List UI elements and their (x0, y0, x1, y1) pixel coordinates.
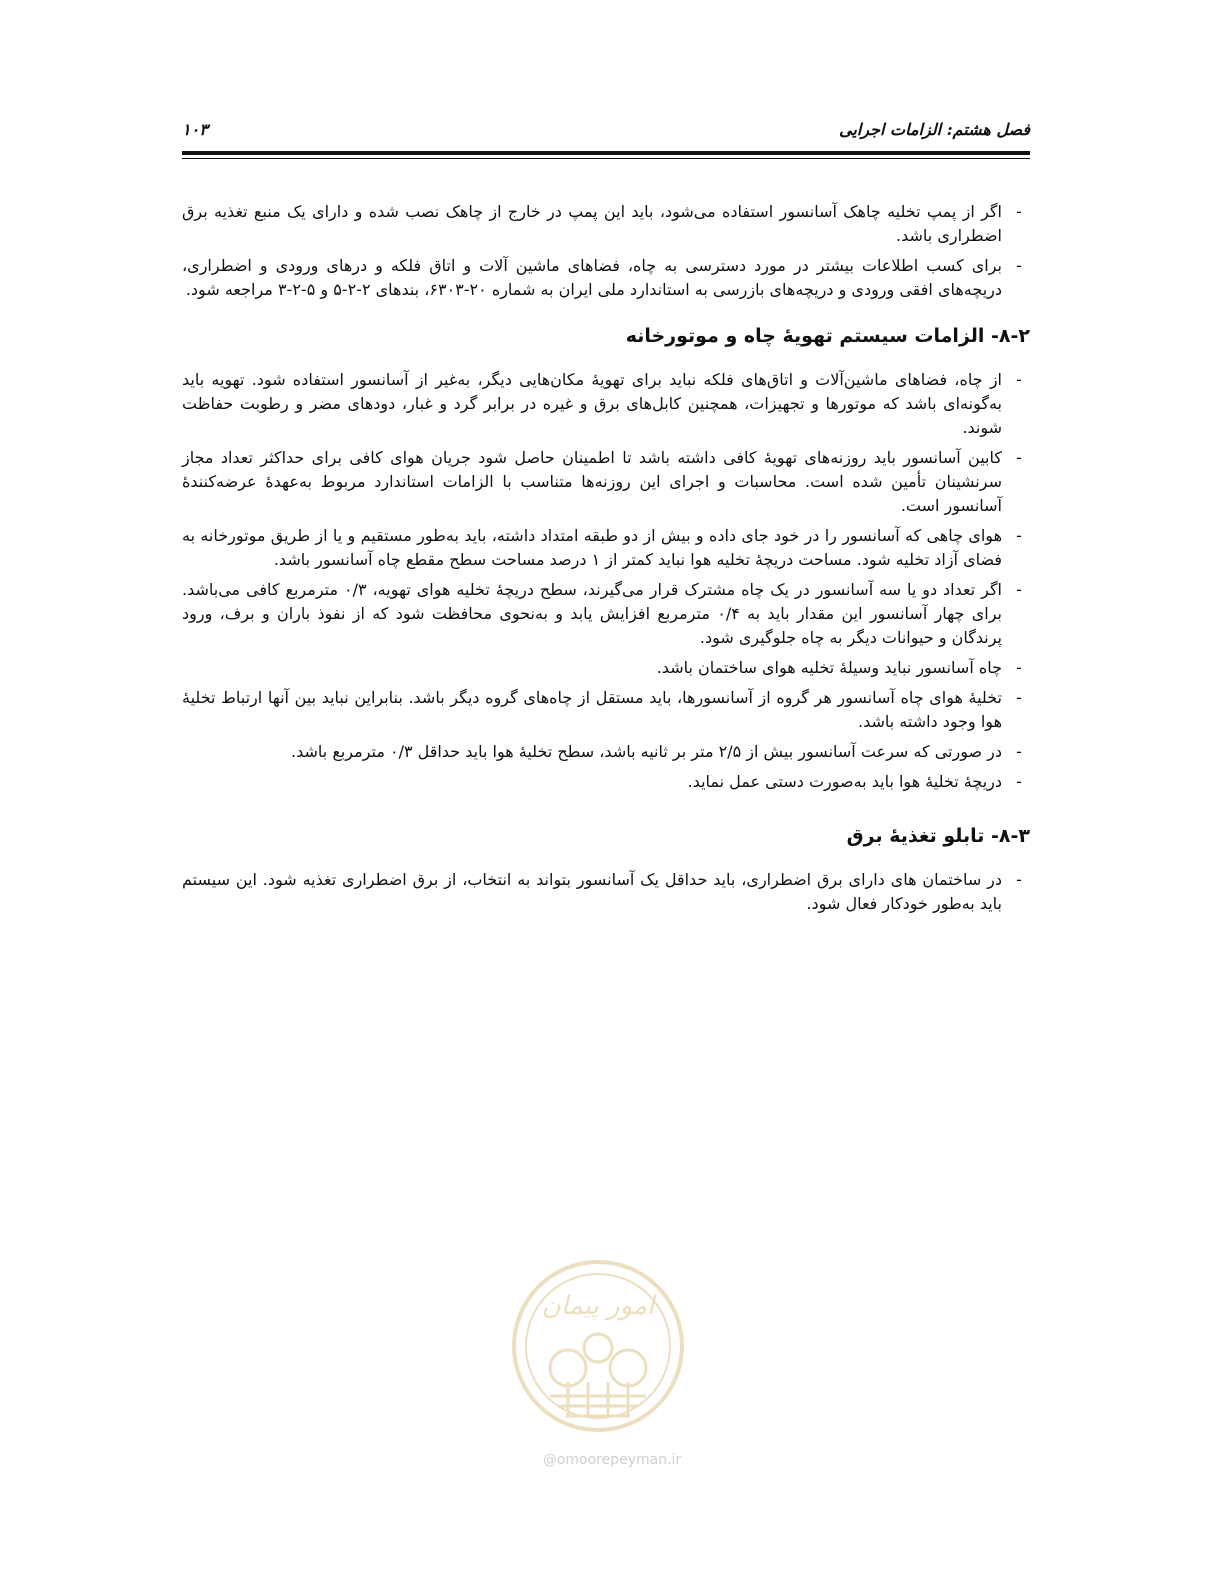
list-item-text: از چاه، فضاهای ماشین‌آلات و اتاق‌های فلکه نباید برای تهویهٔ مکان‌هایی دیگر، به‌غیر از آسانسور استفاده شود. تهویه باید به‌گونه‌ای باشد که موتورها و تجهیزات، همچنین کابل‌های برق و غیره در برابر گرد و غبار، دودهای مضر و رطوبت حفاظت شوند. (182, 370, 1002, 437)
list-item (182, 770, 1030, 794)
list-item-text: در ساختمان های دارای برق اضطراری، باید حداقل یک آسانسور بتواند به انتخاب، از برق اضطراری تغذیه شود. این سیستم باید به‌طور خودکار فعال شود. (182, 870, 1002, 913)
bullet-dash: - (1016, 870, 1022, 889)
page-content (182, 200, 1030, 922)
intro-list (182, 200, 1030, 302)
ventilation-list (182, 368, 1030, 794)
bullet-dash: - (1016, 772, 1022, 791)
bullet-dash: - (1016, 526, 1022, 545)
section-heading-ventilation: ۸-۲- الزامات سیستم تهویهٔ چاه و موتورخانه (625, 325, 1030, 347)
bullet-dash: - (1016, 256, 1022, 275)
bullet-dash: - (1016, 688, 1022, 707)
list-item (182, 868, 1030, 916)
list-item-text: برای کسب اطلاعات بیشتر در مورد دسترسی به چاه، فضاهای ماشین آلات و اتاق فلکه و درهای ورودی و اضطراری، دریچه‌های افقی ورودی و دریچه‌های بازرسی به استاندارد ملی ایران به شماره ۲۰-۶۳۰۳، بندهای ۲-۲-۵ و ۵-۲-۳ مراجعه شود. (182, 256, 1002, 299)
bullet-dash: - (1016, 580, 1022, 599)
list-item-text: تخلیهٔ هوای چاه آسانسور هر گروه از آسانسورها، باید مستقل از چاه‌های گروه دیگر باشد. بنابراین نباید بین آنها ارتباط تخلیهٔ هوا وجود داشته باشد. (182, 688, 1002, 731)
bullet-dash: - (1016, 448, 1022, 467)
page-number: ۱۰۳ (182, 120, 208, 139)
list-item (182, 656, 1030, 680)
list-item-text: چاه آسانسور نباید وسیلهٔ تخلیه هوای ساختمان باشد. (656, 658, 1002, 677)
bullet-dash: - (1016, 370, 1022, 389)
watermark-logo-icon (508, 1256, 688, 1436)
list-item-text: اگر تعداد دو یا سه آسانسور در یک چاه مشترک قرار می‌گیرند، سطح دریچهٔ تخلیه هوای تهویه، ۰/۳ مترمربع کافی می‌باشد. برای چهار آسانسور این مقدار باید به ۰/۴ مترمربع افزایش یابد و به‌نحوی محافظت شود که از نفوذ باران و برف، ورود پرندگان و حیوانات دیگر به چاه جلوگیری شود. (182, 580, 1003, 647)
bullet-dash: - (1016, 658, 1022, 677)
watermark-site: @omoorepeyman.ir (542, 1452, 682, 1468)
list-item-text: دریچهٔ تخلیهٔ هوا باید به‌صورت دستی عمل نماید. (687, 772, 1002, 791)
chapter-title: فصل هشتم: الزامات اجرایی (839, 120, 1030, 139)
list-item-text: اگر از پمپ تخلیه چاهک آسانسور استفاده می‌شود، باید این پمپ در خارج از چاهک نصب شده و دارای یک منبع تغذیه برق اضطراری باشد. (182, 202, 1002, 245)
header-rule-thin (182, 158, 1030, 159)
list-item-text: کابین آسانسور باید روزنه‌های تهویهٔ کافی داشته باشد تا اطمینان حاصل شود جریان هوای کافی برای حداکثر تعداد مجاز سرنشینان تأمین شده است. محاسبات و اجرای این روزنه‌ها متناسب با الزامات استاندارد مربوط به‌عهدهٔ عرضه‌کنندهٔ آسانسور است. (182, 448, 1002, 515)
list-item (182, 686, 1030, 734)
list-item (182, 524, 1030, 572)
list-item-text: در صورتی که سرعت آسانسور بیش از ۲/۵ متر بر ثانیه باشد، سطح تخلیهٔ هوا باید حداقل ۰/۳ مترمربع باشد. (291, 742, 1002, 761)
power-list (182, 868, 1030, 916)
section-heading-power: ۸-۳- تابلو تغذیهٔ برق (846, 825, 1030, 847)
list-item (182, 368, 1030, 440)
page-header (182, 118, 1030, 148)
list-item (182, 578, 1030, 650)
watermark-logo-text: امور پیمان (541, 1291, 655, 1321)
list-item (182, 446, 1030, 518)
bullet-dash: - (1016, 742, 1022, 761)
bullet-dash: - (1016, 202, 1022, 221)
list-item (182, 200, 1030, 248)
header-rule-thick (182, 151, 1030, 155)
list-item-text: هوای چاهی که آسانسور را در خود جای داده و بیش از دو طبقه امتداد داشته، باید به‌طور مستقیم و یا از طریق موتورخانه به فضای آزاد تخلیه شود. مساحت دریچهٔ تخلیه هوا نباید کمتر از ۱ درصد مساحت سطح مقطع چاه آسانسور باشد. (182, 526, 1002, 569)
list-item (182, 254, 1030, 302)
list-item (182, 740, 1030, 764)
